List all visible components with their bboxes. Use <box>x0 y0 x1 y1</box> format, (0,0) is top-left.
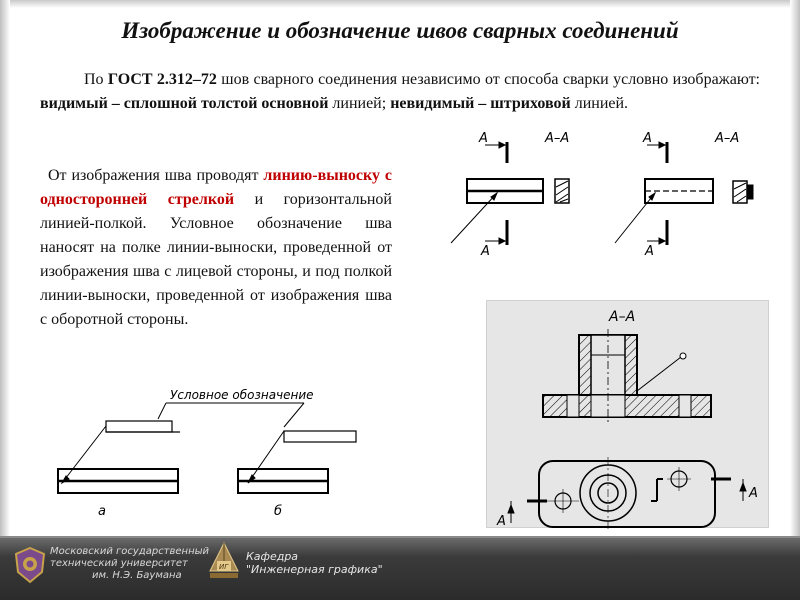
para1-text-4: линией. <box>570 95 629 112</box>
designation-drawing <box>40 385 365 525</box>
fig2-label-a: а <box>98 504 106 519</box>
university-seal-icon <box>14 546 46 584</box>
para2-text-1: От изображения шва проводят <box>48 167 264 184</box>
fig1-label-aa1: A–A <box>545 131 570 146</box>
fig1-label-a3: A <box>643 131 652 146</box>
fig1-label-a2: A <box>481 244 490 259</box>
dept-logo-letters: ИГ <box>219 563 229 571</box>
figure-section-aa <box>486 300 769 528</box>
leader-line-term: линию-выноску с односторонней стрелкой <box>40 167 392 208</box>
frame-left <box>0 0 10 600</box>
gost-reference: ГОСТ 2.312–72 <box>107 71 217 88</box>
department-name <box>246 550 383 576</box>
fig3-label-a-left: А <box>497 514 506 529</box>
university-line-2: технический университет <box>50 558 188 569</box>
paragraph-leader <box>40 164 392 332</box>
fig1-label-aa2: A–A <box>715 131 740 146</box>
frame-right <box>790 0 800 600</box>
weld-views-drawing <box>415 127 775 259</box>
figure-designation <box>40 385 365 525</box>
para1-text-1: По <box>84 71 108 88</box>
slide-title: Изображение и обозначение швов сварных соединений <box>121 18 679 43</box>
para1-text-3: линией; <box>328 95 391 112</box>
dept-line-2: "Инженерная графика" <box>246 563 383 576</box>
invisible-weld-term: невидимый – штриховой <box>390 95 571 112</box>
visible-weld-term: видимый – сплошной толстой основной <box>40 95 329 112</box>
figure-weld-views <box>415 127 775 259</box>
section-drawing <box>487 301 770 529</box>
dept-line-1: Кафедра <box>246 550 299 563</box>
department-logo-icon <box>208 541 240 581</box>
university-line-1: Московский государственный <box>50 546 210 557</box>
university-line-3: им. Н.Э. Баумана <box>92 570 182 581</box>
para2-text-2: и горизонтальной линией-полкой. Условное обозначение шва наносят на полке линии-выноски, проведенной от изображения шва с лицевой стороны, и под полкой линии-выноски, проведенной от изображения шва с оборотной стороны. <box>40 191 392 328</box>
paragraph-gost <box>40 68 760 116</box>
fig3-section-label: А–А <box>609 309 636 325</box>
fig2-caption: Условное обозначение <box>170 388 314 402</box>
university-name <box>50 546 209 582</box>
fig3-label-a-right: А <box>749 486 758 501</box>
fig1-label-a1: A <box>479 131 488 146</box>
fig2-label-b: б <box>274 504 283 519</box>
frame-top <box>0 0 800 8</box>
fig1-label-a4: A <box>645 244 654 259</box>
para1-text-2: шов сварного соединения независимо от способа сварки условно изображают: <box>216 71 761 88</box>
